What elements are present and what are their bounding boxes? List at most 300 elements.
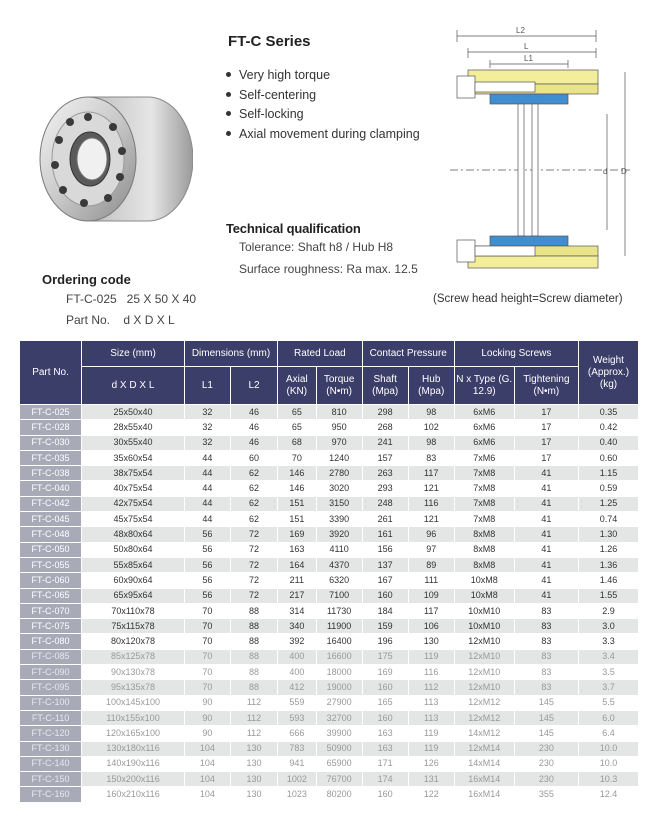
table-cell: 146: [278, 466, 317, 481]
table-cell: 0.60: [578, 450, 638, 465]
table-cell: 293: [362, 481, 408, 496]
table-cell: 119: [408, 649, 454, 664]
table-cell: 41: [514, 496, 578, 511]
table-cell: 72: [230, 573, 277, 588]
table-cell: 46: [230, 405, 277, 420]
table-cell: 102: [408, 420, 454, 435]
part-number-cell: FT-C-080: [20, 634, 82, 649]
table-cell: 145: [514, 726, 578, 741]
table-cell: 3.0: [578, 619, 638, 634]
table-cell: 56: [184, 573, 230, 588]
part-number-cell: FT-C-048: [20, 527, 82, 542]
table-cell: 17: [514, 405, 578, 420]
header-shaft: Shaft (Mpa): [362, 367, 408, 405]
table-cell: 130: [230, 772, 277, 787]
table-row: [20, 573, 639, 588]
part-number-cell: FT-C-150: [20, 772, 82, 787]
table-cell: 56: [184, 588, 230, 603]
table-cell: 7xM6: [454, 450, 514, 465]
table-cell: 164: [278, 557, 317, 572]
table-cell: 38x75x54: [82, 466, 185, 481]
table-cell: 184: [362, 603, 408, 618]
table-cell: 8xM8: [454, 527, 514, 542]
part-number-cell: FT-C-045: [20, 512, 82, 527]
header-axial: Axial (KN): [278, 367, 317, 405]
part-number-cell: FT-C-060: [20, 573, 82, 588]
header-part-no: Part No.: [20, 341, 82, 405]
table-cell: 112: [230, 710, 277, 725]
table-cell: 355: [514, 787, 578, 802]
table-cell: 314: [278, 603, 317, 618]
table-cell: 68: [278, 435, 317, 450]
table-cell: 88: [230, 680, 277, 695]
part-number-cell: FT-C-042: [20, 496, 82, 511]
table-cell: 17: [514, 450, 578, 465]
l-label: L: [524, 42, 529, 51]
table-cell: 0.40: [578, 435, 638, 450]
header-weight: Weight (Approx.) (kg): [578, 341, 638, 405]
table-cell: 174: [362, 772, 408, 787]
feature-item: Self-centering: [226, 86, 420, 106]
table-cell: 230: [514, 756, 578, 771]
feature-list: [226, 66, 420, 144]
table-cell: 41: [514, 527, 578, 542]
part-number-cell: FT-C-070: [20, 603, 82, 618]
table-cell: 392: [278, 634, 317, 649]
table-cell: 60x90x64: [82, 573, 185, 588]
table-cell: 196: [362, 634, 408, 649]
table-row: [20, 588, 639, 603]
table-cell: 70: [184, 649, 230, 664]
table-cell: 56: [184, 527, 230, 542]
table-cell: 3020: [316, 481, 362, 496]
table-row: [20, 450, 639, 465]
table-cell: 156: [362, 542, 408, 557]
table-cell: 32: [184, 405, 230, 420]
table-cell: 217: [278, 588, 317, 603]
table-cell: 111: [408, 573, 454, 588]
table-cell: 400: [278, 665, 317, 680]
feature-item: Axial movement during clamping: [226, 125, 420, 145]
table-cell: 98: [408, 435, 454, 450]
table-row: [20, 466, 639, 481]
part-number-cell: FT-C-038: [20, 466, 82, 481]
table-cell: 65: [278, 420, 317, 435]
part-number-cell: FT-C-065: [20, 588, 82, 603]
table-cell: 70: [184, 680, 230, 695]
table-cell: 130: [230, 756, 277, 771]
table-cell: 32: [184, 420, 230, 435]
spec-table-body: [20, 405, 639, 803]
table-cell: 41: [514, 542, 578, 557]
table-cell: 2780: [316, 466, 362, 481]
table-cell: 122: [408, 787, 454, 802]
table-cell: 970: [316, 435, 362, 450]
table-cell: 3150: [316, 496, 362, 511]
table-cell: 230: [514, 741, 578, 756]
table-cell: 56: [184, 557, 230, 572]
table-cell: 12xM10: [454, 649, 514, 664]
table-cell: 50x80x64: [82, 542, 185, 557]
table-cell: 12xM10: [454, 634, 514, 649]
table-row: [20, 435, 639, 450]
table-row: [20, 557, 639, 572]
table-cell: 6xM6: [454, 420, 514, 435]
table-cell: 39900: [316, 726, 362, 741]
table-cell: 160: [362, 588, 408, 603]
table-cell: 88: [230, 603, 277, 618]
table-cell: 104: [184, 787, 230, 802]
table-cell: 97: [408, 542, 454, 557]
table-row: [20, 665, 639, 680]
table-cell: 90: [184, 710, 230, 725]
table-cell: 113: [408, 695, 454, 710]
part-number-cell: FT-C-120: [20, 726, 82, 741]
table-cell: 1.30: [578, 527, 638, 542]
table-cell: 1240: [316, 450, 362, 465]
table-cell: 80x120x78: [82, 634, 185, 649]
table-cell: 60: [230, 450, 277, 465]
table-cell: 40x75x54: [82, 481, 185, 496]
table-cell: 171: [362, 756, 408, 771]
table-cell: 17: [514, 435, 578, 450]
table-cell: 400: [278, 649, 317, 664]
table-cell: 12xM12: [454, 695, 514, 710]
part-number-cell: FT-C-050: [20, 542, 82, 557]
table-cell: 7xM8: [454, 496, 514, 511]
table-cell: 241: [362, 435, 408, 450]
table-cell: 106: [408, 619, 454, 634]
table-cell: 3.5: [578, 665, 638, 680]
table-row: [20, 649, 639, 664]
table-cell: 112: [408, 680, 454, 695]
table-cell: 16xM14: [454, 772, 514, 787]
table-cell: 10xM10: [454, 619, 514, 634]
table-cell: 7xM8: [454, 466, 514, 481]
table-cell: 559: [278, 695, 317, 710]
part-number-cell: FT-C-100: [20, 695, 82, 710]
table-row: [20, 787, 639, 802]
table-cell: 56: [184, 542, 230, 557]
table-cell: 16400: [316, 634, 362, 649]
table-cell: 261: [362, 512, 408, 527]
table-cell: 10xM8: [454, 573, 514, 588]
part-number-cell: FT-C-140: [20, 756, 82, 771]
table-row: [20, 527, 639, 542]
table-cell: 3390: [316, 512, 362, 527]
table-cell: 83: [514, 665, 578, 680]
table-cell: 41: [514, 466, 578, 481]
header-l1: L1: [184, 367, 230, 405]
table-row: [20, 603, 639, 618]
table-cell: 44: [184, 512, 230, 527]
part-number-cell: FT-C-110: [20, 710, 82, 725]
part-number-cell: FT-C-160: [20, 787, 82, 802]
table-cell: 28x55x40: [82, 420, 185, 435]
table-cell: 1002: [278, 772, 317, 787]
table-cell: 4110: [316, 542, 362, 557]
part-number-cell: FT-C-095: [20, 680, 82, 695]
table-cell: 46: [230, 435, 277, 450]
part-number-cell: FT-C-025: [20, 405, 82, 420]
table-cell: 160x210x116: [82, 787, 185, 802]
tolerance-text: Tolerance: Shaft h8 / Hub H8: [239, 240, 394, 254]
table-cell: 298: [362, 405, 408, 420]
table-cell: 211: [278, 573, 317, 588]
table-cell: 3.3: [578, 634, 638, 649]
table-cell: 83: [514, 680, 578, 695]
table-cell: 90x130x78: [82, 665, 185, 680]
table-cell: 83: [514, 634, 578, 649]
table-cell: 113: [408, 710, 454, 725]
table-cell: 16xM14: [454, 787, 514, 802]
table-cell: 110x155x100: [82, 710, 185, 725]
table-cell: 88: [230, 665, 277, 680]
table-cell: 10.0: [578, 756, 638, 771]
table-cell: 25x50x40: [82, 405, 185, 420]
table-cell: 62: [230, 466, 277, 481]
table-cell: 112: [230, 695, 277, 710]
table-cell: 17: [514, 420, 578, 435]
table-cell: 41: [514, 557, 578, 572]
table-cell: 104: [184, 756, 230, 771]
table-cell: 950: [316, 420, 362, 435]
table-cell: 116: [408, 665, 454, 680]
table-cell: 151: [278, 512, 317, 527]
table-cell: 70: [184, 619, 230, 634]
table-cell: 70: [184, 665, 230, 680]
d-small-label: d: [603, 167, 608, 176]
table-cell: 1.46: [578, 573, 638, 588]
table-cell: 44: [184, 481, 230, 496]
table-row: [20, 405, 639, 420]
part-number-cell: FT-C-055: [20, 557, 82, 572]
table-cell: 83: [514, 603, 578, 618]
header-hub: Hub (Mpa): [408, 367, 454, 405]
table-cell: 12xM12: [454, 710, 514, 725]
table-cell: 72: [230, 542, 277, 557]
table-cell: 163: [362, 741, 408, 756]
table-cell: 44: [184, 496, 230, 511]
table-cell: 19000: [316, 680, 362, 695]
table-cell: 340: [278, 619, 317, 634]
header-rated-load: Rated Load: [278, 341, 363, 367]
table-cell: 0.59: [578, 481, 638, 496]
ordering-title: Ordering code: [42, 272, 131, 287]
table-cell: 1.26: [578, 542, 638, 557]
table-cell: 62: [230, 481, 277, 496]
bullet-icon: [226, 131, 231, 136]
table-cell: 163: [362, 726, 408, 741]
table-cell: 7xM8: [454, 512, 514, 527]
table-cell: 160: [362, 787, 408, 802]
table-cell: 131: [408, 772, 454, 787]
part-number-cell: FT-C-075: [20, 619, 82, 634]
table-cell: 88: [230, 634, 277, 649]
ordering-code: FT-C-025 25 X 50 X 40: [66, 292, 197, 306]
table-cell: 6xM6: [454, 405, 514, 420]
table-cell: 70: [184, 634, 230, 649]
table-cell: 666: [278, 726, 317, 741]
table-cell: 41: [514, 512, 578, 527]
table-cell: 165: [362, 695, 408, 710]
bullet-icon: [226, 92, 231, 97]
table-cell: 145: [514, 695, 578, 710]
table-cell: 95x135x78: [82, 680, 185, 695]
table-cell: 72: [230, 527, 277, 542]
table-cell: 4370: [316, 557, 362, 572]
table-cell: 18000: [316, 665, 362, 680]
bullet-icon: [226, 72, 231, 77]
table-row: [20, 420, 639, 435]
table-cell: 116: [408, 496, 454, 511]
table-cell: 12.4: [578, 787, 638, 802]
table-cell: 268: [362, 420, 408, 435]
table-cell: 42x75x54: [82, 496, 185, 511]
table-cell: 2.9: [578, 603, 638, 618]
part-number-cell: FT-C-040: [20, 481, 82, 496]
table-row: [20, 680, 639, 695]
table-cell: 130: [230, 741, 277, 756]
table-cell: 783: [278, 741, 317, 756]
table-cell: 41: [514, 481, 578, 496]
table-cell: 46: [230, 420, 277, 435]
table-cell: 80200: [316, 787, 362, 802]
table-cell: 10xM8: [454, 588, 514, 603]
table-cell: 6.4: [578, 726, 638, 741]
table-cell: 167: [362, 573, 408, 588]
table-cell: 157: [362, 450, 408, 465]
table-cell: 6320: [316, 573, 362, 588]
table-cell: 75x115x78: [82, 619, 185, 634]
header-locking-screws: Locking Screws: [454, 341, 578, 367]
table-cell: 126: [408, 756, 454, 771]
table-cell: 35x60x54: [82, 450, 185, 465]
table-cell: 83: [408, 450, 454, 465]
table-cell: 70: [184, 603, 230, 618]
table-cell: 10.0: [578, 741, 638, 756]
table-cell: 130: [230, 787, 277, 802]
table-row: [20, 695, 639, 710]
table-cell: 85x125x78: [82, 649, 185, 664]
header-contact-pressure: Contact Pressure: [362, 341, 454, 367]
table-cell: 96: [408, 527, 454, 542]
header-l2: L2: [230, 367, 277, 405]
table-cell: 44: [184, 466, 230, 481]
table-cell: 48x80x64: [82, 527, 185, 542]
table-cell: 98: [408, 405, 454, 420]
table-cell: 150x200x116: [82, 772, 185, 787]
table-cell: 10xM10: [454, 603, 514, 618]
table-cell: 593: [278, 710, 317, 725]
table-cell: 119: [408, 741, 454, 756]
table-cell: 104: [184, 772, 230, 787]
table-cell: 30x55x40: [82, 435, 185, 450]
table-row: [20, 496, 639, 511]
table-cell: 11900: [316, 619, 362, 634]
table-row: [20, 619, 639, 634]
table-cell: 55x85x64: [82, 557, 185, 572]
table-cell: 89: [408, 557, 454, 572]
table-cell: 263: [362, 466, 408, 481]
table-cell: 140x190x116: [82, 756, 185, 771]
header-size: Size (mm): [82, 341, 185, 367]
part-number-cell: FT-C-085: [20, 649, 82, 664]
table-cell: 941: [278, 756, 317, 771]
table-cell: 27900: [316, 695, 362, 710]
table-cell: 146: [278, 481, 317, 496]
surface-text: Surface roughness: Ra max. 12.5: [239, 262, 418, 276]
header-nxtype: N x Type (G. 12.9): [454, 367, 514, 405]
table-cell: 70x110x78: [82, 603, 185, 618]
table-cell: 159: [362, 619, 408, 634]
ordering-part: Part No. d X D X L: [66, 313, 175, 327]
table-cell: 248: [362, 496, 408, 511]
table-cell: 83: [514, 619, 578, 634]
table-cell: 88: [230, 649, 277, 664]
table-cell: 88: [230, 619, 277, 634]
table-cell: 169: [362, 665, 408, 680]
part-number-cell: FT-C-028: [20, 420, 82, 435]
table-cell: 1.25: [578, 496, 638, 511]
table-cell: 70: [278, 450, 317, 465]
table-row: [20, 710, 639, 725]
table-cell: 145: [514, 710, 578, 725]
table-row: [20, 726, 639, 741]
table-cell: 109: [408, 588, 454, 603]
table-cell: 83: [514, 649, 578, 664]
table-row: [20, 542, 639, 557]
header-torque: Torque (N•m): [316, 367, 362, 405]
table-cell: 112: [230, 726, 277, 741]
table-cell: 65: [278, 405, 317, 420]
part-number-cell: FT-C-130: [20, 741, 82, 756]
table-cell: 3920: [316, 527, 362, 542]
table-cell: 412: [278, 680, 317, 695]
table-cell: 90: [184, 695, 230, 710]
table-row: [20, 481, 639, 496]
technical-title: Technical qualification: [226, 221, 361, 236]
table-cell: 117: [408, 466, 454, 481]
table-cell: 151: [278, 496, 317, 511]
series-title: FT-C Series: [228, 33, 311, 50]
table-cell: 41: [514, 588, 578, 603]
table-cell: 41: [514, 573, 578, 588]
table-cell: 175: [362, 649, 408, 664]
table-cell: 810: [316, 405, 362, 420]
table-cell: 72: [230, 588, 277, 603]
header-tightening: Tightening (N•m): [514, 367, 578, 405]
table-cell: 163: [278, 542, 317, 557]
table-cell: 0.74: [578, 512, 638, 527]
table-cell: 32700: [316, 710, 362, 725]
table-cell: 45x75x54: [82, 512, 185, 527]
table-cell: 160: [362, 710, 408, 725]
table-cell: 65x95x64: [82, 588, 185, 603]
table-cell: 130x180x116: [82, 741, 185, 756]
product-image: [18, 85, 193, 235]
table-cell: 120x165x100: [82, 726, 185, 741]
header-dimensions: Dimensions (mm): [184, 341, 277, 367]
table-cell: 76700: [316, 772, 362, 787]
table-row: [20, 741, 639, 756]
table-cell: 50900: [316, 741, 362, 756]
part-number-cell: FT-C-030: [20, 435, 82, 450]
table-row: [20, 756, 639, 771]
part-number-cell: FT-C-090: [20, 665, 82, 680]
table-cell: 161: [362, 527, 408, 542]
table-cell: 104: [184, 741, 230, 756]
